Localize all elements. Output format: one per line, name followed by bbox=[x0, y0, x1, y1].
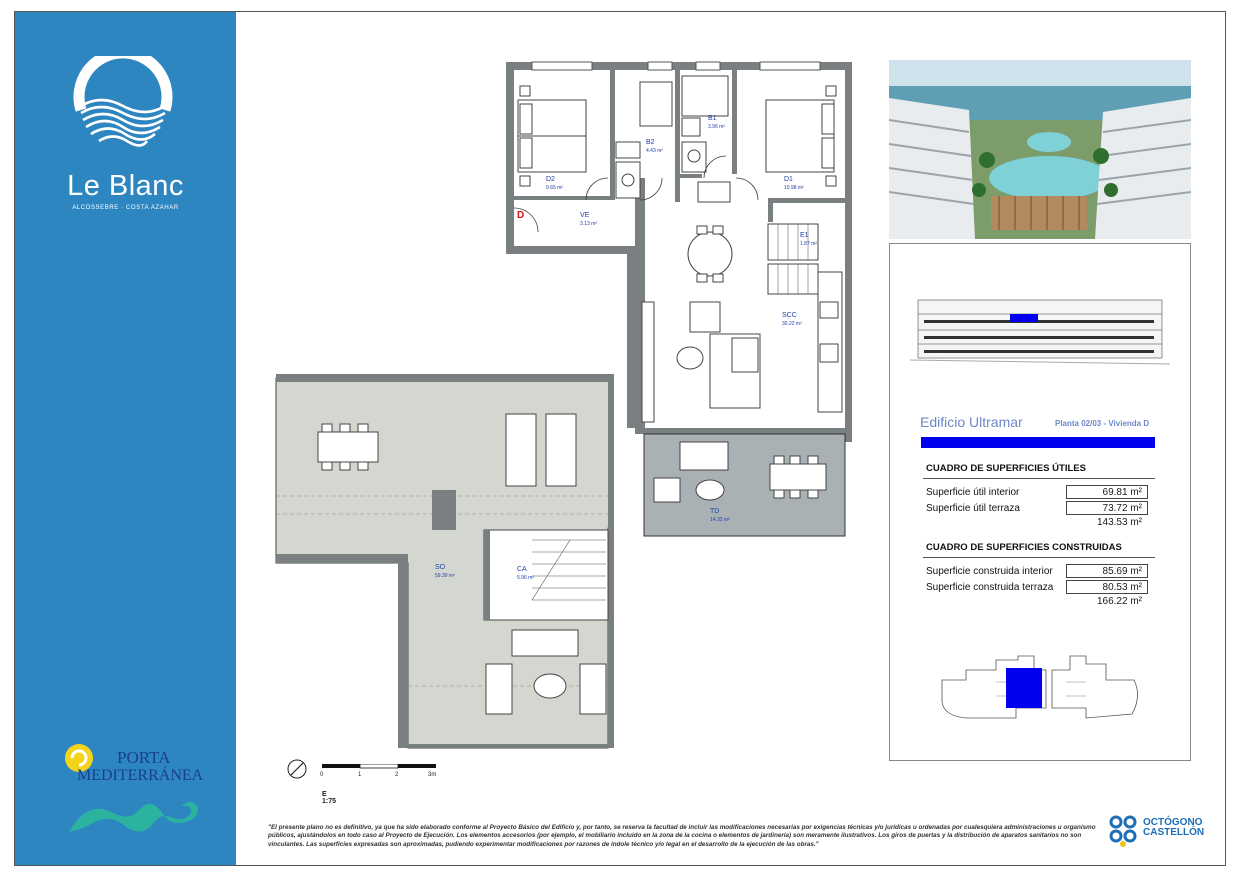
room-area: 3.13 m² bbox=[580, 221, 597, 227]
building-render-image bbox=[889, 60, 1191, 239]
room-code: E1 bbox=[800, 232, 809, 239]
useful-table-title: CUADRO DE SUPERFICIES ÚTILES bbox=[926, 463, 1086, 474]
scale-label: E 1:75 bbox=[322, 791, 337, 805]
building-elevation-diagram bbox=[910, 284, 1170, 368]
built-interior-label: Superficie construida interior bbox=[926, 566, 1053, 577]
room-code: D1 bbox=[784, 176, 793, 183]
brand-sidebar bbox=[15, 12, 236, 865]
info-panel bbox=[889, 243, 1191, 761]
room-area: 14.33 m² bbox=[710, 517, 730, 523]
built-terrace-label: Superficie construida terraza bbox=[926, 582, 1054, 593]
scale-tick-2: 2 bbox=[395, 772, 399, 778]
room-b2 bbox=[646, 139, 663, 155]
room-b1 bbox=[708, 115, 725, 131]
room-area: 1.87 m² bbox=[800, 241, 817, 247]
room-code: SO bbox=[435, 564, 446, 571]
agency-name-1: OCTÓGONO bbox=[1143, 817, 1203, 828]
porta-wave-icon bbox=[67, 792, 207, 838]
scale-tick-1: 1 bbox=[358, 772, 362, 778]
useful-interior-value: 69.81 m² bbox=[1066, 485, 1148, 499]
room-area: 10.98 m² bbox=[784, 185, 804, 191]
room-area: 59.39 m² bbox=[435, 573, 455, 579]
door-marker: D bbox=[517, 210, 525, 221]
divider bbox=[923, 557, 1155, 558]
room-code: VE bbox=[580, 212, 590, 219]
room-scc bbox=[782, 312, 802, 328]
le-blanc-logo-icon bbox=[73, 56, 173, 164]
room-code: B1 bbox=[708, 115, 717, 122]
scale-bar bbox=[322, 764, 438, 770]
divider bbox=[923, 478, 1155, 479]
useful-terrace-label: Superficie útil terraza bbox=[926, 503, 1020, 514]
legal-disclaimer: "El presente plano no es definitivo, ya que ha sido elaborado conforme al Proyecto Básico del Edificio y, por tanto, se reserva la facultad de incluir las modificaciones necesarias por exigencias técnicas y/o jurídicas u ordenadas por cualesquiera administraciones u organismo públicos, ajustándolos en todo caso al Proyecto de Ejecución. Los elementos accesorios (por ejemplo, el mobiliario incluido en la zona de la cocina o elementos de jardinería) son meramente ilustrativos. Los giros de puertas y la distribución de aparatos sanitarios no son vinculantes. Las superficies expresadas son aproximadas, pudiendo experimentar modificaciones por razones de índole técnico y/o legal en el desarrollo de la ejecución de las obras." bbox=[268, 824, 1096, 848]
useful-terrace-value: 73.72 m² bbox=[1066, 501, 1148, 515]
agency-logo bbox=[1108, 814, 1205, 853]
building-name: Edificio Ultramar bbox=[920, 414, 1023, 430]
room-code: SCC bbox=[782, 312, 797, 319]
scale-tick-3: 3m bbox=[428, 772, 437, 778]
room-code: D2 bbox=[546, 176, 555, 183]
room-d1 bbox=[784, 176, 804, 192]
accent-bar bbox=[921, 437, 1155, 448]
brand-name: Le Blanc bbox=[67, 170, 184, 202]
key-plan-diagram bbox=[936, 652, 1146, 724]
room-d2 bbox=[546, 176, 563, 192]
scale-tick-0: 0 bbox=[320, 772, 324, 778]
room-e1 bbox=[800, 232, 817, 248]
room-area: 9.65 m² bbox=[546, 185, 563, 191]
room-ca bbox=[517, 566, 534, 582]
agency-name bbox=[1143, 818, 1204, 838]
developer-name-2: MEDITERRÁNEA bbox=[77, 767, 204, 784]
floor-plan-drawing bbox=[270, 58, 870, 758]
room-code: TD bbox=[710, 508, 720, 515]
room-td bbox=[710, 508, 730, 524]
room-ve bbox=[580, 212, 597, 228]
built-interior-value: 85.69 m² bbox=[1066, 564, 1148, 578]
built-table-title: CUADRO DE SUPERFICIES CONSTRUIDAS bbox=[926, 542, 1122, 553]
agency-name-2: CASTELLÓN bbox=[1143, 827, 1205, 838]
built-terrace-value: 80.53 m² bbox=[1066, 580, 1148, 594]
room-area: 4.43 m² bbox=[646, 148, 663, 154]
developer-name-1: PORTA bbox=[117, 748, 171, 767]
built-total: 166.22 m² bbox=[1096, 596, 1142, 607]
room-so bbox=[435, 564, 455, 580]
room-area: 3.96 m² bbox=[708, 124, 725, 130]
room-area: 30.22 m² bbox=[782, 321, 802, 327]
unit-label: Planta 02/03 - Vivienda D bbox=[1055, 419, 1150, 428]
room-code: B2 bbox=[646, 139, 655, 146]
room-code: CA bbox=[517, 566, 527, 573]
useful-interior-label: Superficie útil interior bbox=[926, 487, 1020, 498]
octogono-mark-icon bbox=[1108, 814, 1140, 848]
useful-total: 143.53 m² bbox=[1096, 517, 1142, 528]
north-arrow-icon bbox=[286, 758, 308, 780]
brand-subtitle: ALCOSSEBRE · COSTA AZAHAR bbox=[72, 205, 179, 211]
room-area: 5.96 m² bbox=[517, 575, 534, 581]
